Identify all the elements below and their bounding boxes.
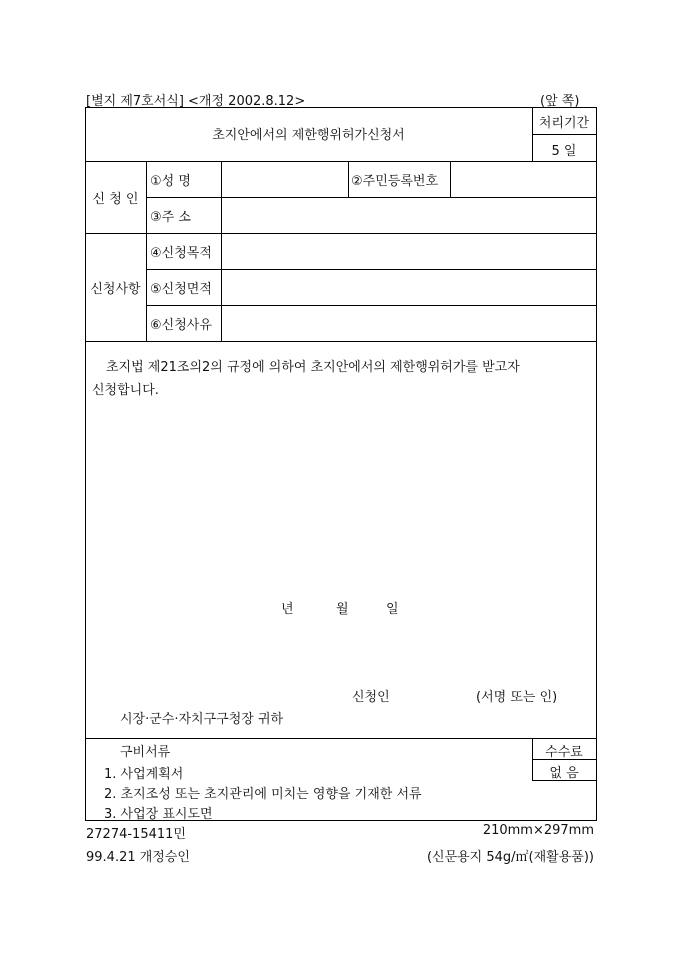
- footer-code: 27274-15411민: [86, 827, 186, 842]
- processing-label: 처리기간: [538, 116, 590, 131]
- sign-note: (서명 또는 인): [476, 690, 558, 705]
- documents-title: 구비서류: [120, 745, 171, 760]
- footer-paper: (신문용지 54g/㎡(재활용품)): [426, 850, 594, 865]
- document-item: 1. 사업계획서: [104, 767, 184, 782]
- footer-approval: 99.4.21 개정승인: [86, 850, 190, 865]
- fee-value: 없 음: [549, 766, 579, 781]
- statement-line2: 신청합니다.: [92, 383, 159, 398]
- applicant-section-label: 신 청 인: [92, 192, 139, 207]
- address-field[interactable]: [226, 206, 591, 226]
- processing-value: 5 일: [551, 144, 577, 159]
- footer-size: 210mm×297mm: [482, 823, 594, 838]
- reason-label: ⑥신청사유: [150, 318, 212, 333]
- name-field[interactable]: [226, 170, 344, 190]
- date-year-label: 년: [281, 602, 294, 617]
- page-side-label: (앞 쪽): [540, 94, 580, 109]
- name-label: ①성 명: [150, 174, 191, 189]
- date-month-label: 월: [336, 602, 349, 617]
- address-label: ③주 소: [150, 210, 191, 225]
- id-number-field[interactable]: [455, 170, 591, 190]
- area-label: ⑤신청면적: [150, 282, 212, 297]
- document-item: 3. 사업장 표시도면: [104, 807, 213, 822]
- statement-line1: 초지법 제21조의2의 규정에 의하여 초지안에서의 제한행위허가를 받고자: [106, 360, 520, 375]
- area-field[interactable]: [226, 278, 591, 298]
- applicant-sign-label: 신청인: [352, 690, 390, 705]
- document-item: 2. 초지조성 또는 초지관리에 미치는 영향을 기재한 서류: [104, 787, 422, 802]
- request-section-label: 신청사항: [90, 282, 141, 297]
- id-number-label: ②주민등록번호: [351, 174, 439, 189]
- purpose-field[interactable]: [226, 242, 591, 262]
- purpose-label: ④신청목적: [150, 246, 212, 261]
- form-title: 초지안에서의 제한행위허가신청서: [212, 128, 405, 143]
- fee-label: 수수료: [545, 745, 583, 760]
- form-number: [별지 제7호서식] <개정 2002.8.12>: [86, 94, 306, 109]
- recipient: 시장·군수·자치구구청장 귀하: [120, 712, 284, 727]
- date-day-label: 일: [386, 602, 399, 617]
- reason-field[interactable]: [226, 314, 591, 334]
